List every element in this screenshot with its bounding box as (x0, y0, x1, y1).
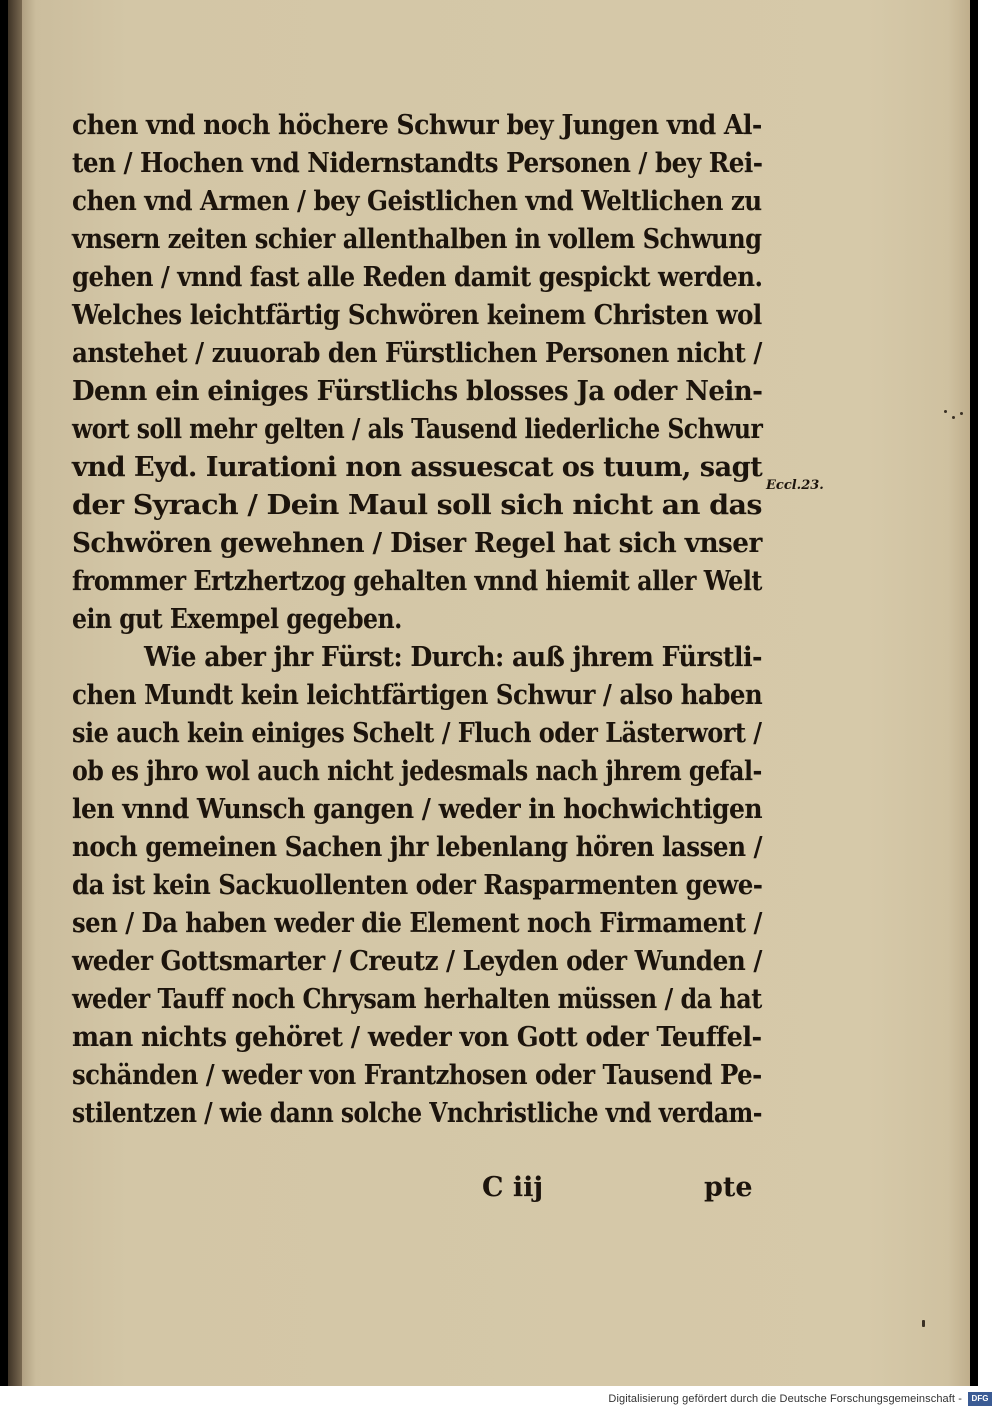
text-line: chen vnd noch höchere Schwur bey Jungen vnd Al- (72, 110, 762, 141)
text-line: Wie aber jhr Fürst: Durch: auß jhrem Fürstli- (144, 642, 762, 673)
text-line: chen vnd Armen / bey Geistlichen vnd Weltlichen zu (72, 186, 762, 217)
text-line: weder Tauff noch Chrysam herhalten müssen / da hat (72, 984, 762, 1015)
text-line: schänden / weder von Frantzhosen oder Tausend Pe- (72, 1060, 762, 1091)
dfg-logo: DFG (968, 1392, 992, 1406)
signature-mark: C iij (482, 1172, 544, 1203)
digitization-credit: Digitalisierung gefördert durch die Deutsche Forschungsgemeinschaft - (608, 1393, 962, 1405)
text-line: vnsern zeiten schier allenthalben in vollem Schwung (72, 224, 762, 255)
text-line: noch gemeinen Sachen jhr lebenlang hören lassen / (72, 832, 762, 863)
text-line: gehen / vnnd fast alle Reden damit gespickt werden. (72, 262, 763, 293)
text-line: frommer Ertzhertzog gehalten vnnd hiemit aller Welt (72, 566, 762, 597)
text-line: anstehet / zuuorab den Fürstlichen Personen nicht / (72, 338, 762, 369)
text-line: sie auch kein einiges Schelt / Fluch oder Lästerwort / (72, 718, 762, 749)
text-line: chen Mundt kein leichtfärtigen Schwur / also haben (72, 680, 763, 711)
text-line: ob es jhro wol auch nicht jedesmals nach jhrem gefal- (72, 756, 762, 787)
text-line: der Syrach / Dein Maul soll sich nicht an das (72, 490, 762, 521)
dust-speck (944, 410, 947, 413)
dust-speck (960, 412, 963, 415)
catchword: pte (704, 1172, 753, 1203)
text-line: weder Gottsmarter / Creutz / Leyden oder Wunden / (72, 946, 762, 977)
text-line: sen / Da haben weder die Element noch Firmament / (72, 908, 762, 939)
text-line: Schwören gewehnen / Diser Regel hat sich vnser (72, 528, 762, 559)
margin-note: Eccl.23. (766, 478, 824, 493)
text-line: stilentzen / wie dann solche Vnchristliche vnd verdam- (72, 1098, 762, 1129)
text-line: da ist kein Sackuollenten oder Rasparmenten gewe- (72, 870, 763, 901)
dust-speck (952, 416, 955, 419)
text-line: ein gut Exempel gegeben. (72, 604, 402, 635)
text-line: len vnnd Wunsch gangen / weder in hochwichtigen (72, 794, 763, 825)
text-line: Denn ein einiges Fürstlichs blosses Ja oder Nein- (72, 376, 763, 407)
page-gutter-shadow (8, 0, 22, 1386)
dust-speck (922, 1320, 925, 1327)
text-line: vnd Eyd. Iurationi non assuescat os tuum, sagt (72, 452, 763, 483)
text-line: ten / Hochen vnd Nidernstandts Personen / bey Rei- (72, 148, 763, 179)
text-line: man nichts gehöret / weder von Gott oder Teuffel- (72, 1022, 762, 1053)
text-line: Welches leichtfärtig Schwören keinem Christen wol (72, 300, 762, 331)
text-line: wort soll mehr gelten / als Tausend liederliche Schwur (72, 414, 763, 445)
